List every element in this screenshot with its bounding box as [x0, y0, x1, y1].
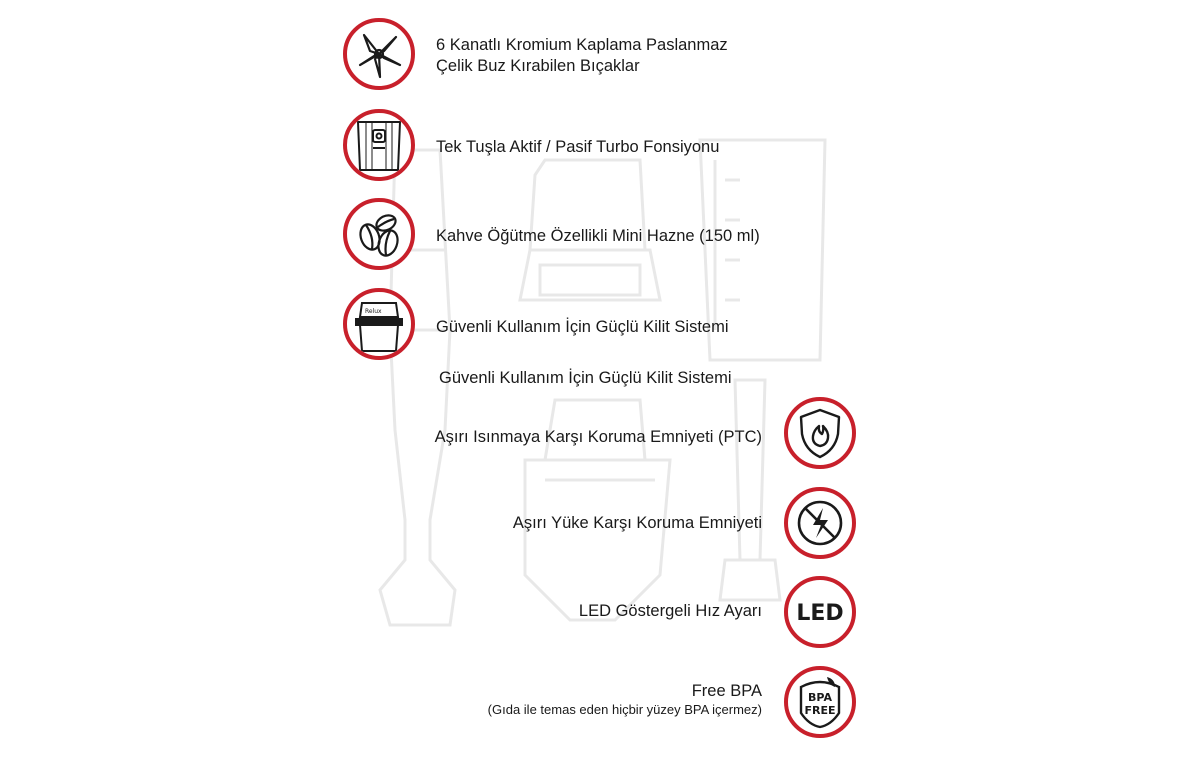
feature-label-ptc: [435, 427, 762, 448]
feature-badge-blades: [343, 18, 415, 90]
feature-badge-turbo: [343, 109, 415, 181]
feature-label-line: Free BPA: [691, 682, 762, 700]
feature-label-line: Tek Tuşla Aktif / Pasif Turbo Fonsiyonu: [436, 138, 720, 156]
led-icon: [791, 583, 849, 641]
feature-badge-overload: [784, 487, 856, 559]
feature-sublabel-line: (Gıda ile temas eden hiçbir yüzey BPA içermez): [487, 702, 762, 717]
feature-badge-ptc: [784, 397, 856, 469]
led-icon-text: LED: [796, 601, 844, 626]
feature-label-led: [579, 601, 762, 622]
blade-icon: [350, 25, 408, 83]
free-icon-text: FREE: [804, 704, 836, 717]
bpa-free-icon: [791, 673, 849, 731]
feature-label-coffee: [436, 226, 760, 247]
feature-badge-lock: [343, 288, 415, 360]
feature-label-turbo: [436, 137, 719, 158]
feature-label-overload: [513, 513, 762, 534]
fire-shield-icon: [791, 404, 849, 462]
feature-label-line: Çelik Buz Kırabilen Bıçaklar: [436, 57, 640, 75]
feature-badge-coffee: [343, 198, 415, 270]
no-overload-icon: [791, 494, 849, 552]
feature-label-line: Güvenli Kullanım İçin Güçlü Kilit Sistemi: [436, 318, 729, 336]
lock-system-icon: [350, 295, 408, 353]
feature-label-bpa: [488, 681, 762, 718]
feature-badge-led: [784, 576, 856, 648]
feature-label-line: Aşırı Isınmaya Karşı Koruma Emniyeti (PTC): [434, 428, 762, 446]
center-caption: Güvenli Kullanım İçin Güçlü Kilit Sistemi: [439, 369, 732, 387]
feature-label-line: Aşırı Yüke Karşı Koruma Emniyeti: [512, 514, 762, 532]
feature-label-line: 6 Kanatlı Kromium Kaplama Paslanmaz: [436, 36, 728, 54]
lock-brand-text: Relux: [365, 308, 382, 315]
feature-label-blades: [436, 35, 728, 77]
feature-label-line: LED Göstergeli Hız Ayarı: [578, 602, 762, 620]
feature-label-lock: [436, 317, 729, 338]
turbo-button-icon: [350, 116, 408, 174]
feature-badge-bpa: [784, 666, 856, 738]
coffee-beans-icon: [350, 205, 408, 263]
feature-label-line: Kahve Öğütme Özellikli Mini Hazne (150 ml): [436, 227, 760, 245]
bpa-icon-text: BPA: [808, 691, 832, 704]
